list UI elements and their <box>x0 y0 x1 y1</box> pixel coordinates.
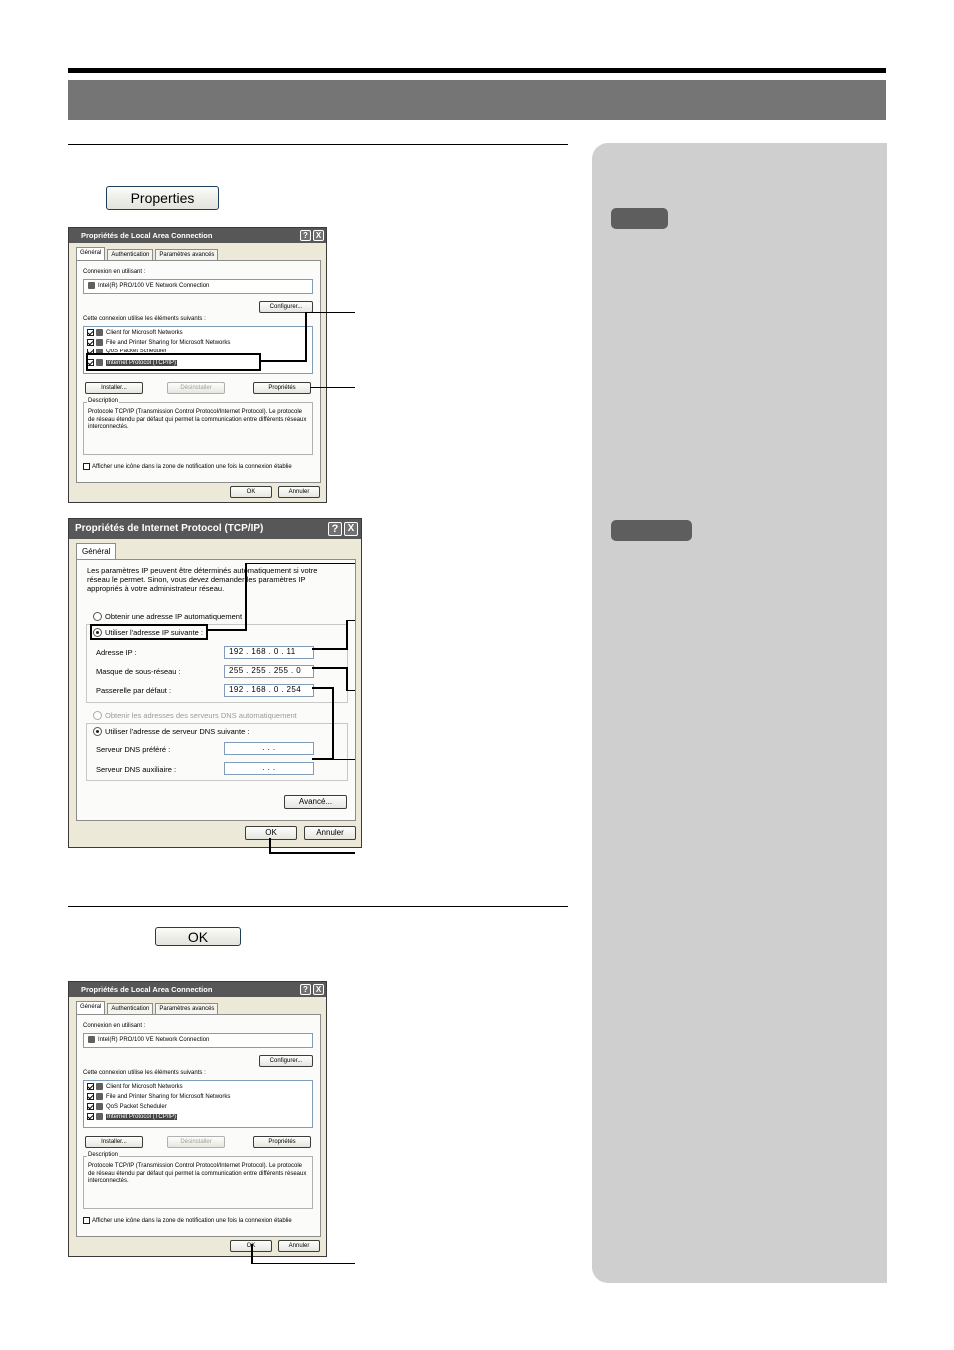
description-label: Description <box>88 398 119 404</box>
client-icon <box>96 1083 103 1090</box>
dialog-cancel-button[interactable]: Annuler <box>278 486 320 498</box>
checkbox-icon[interactable] <box>87 1103 94 1110</box>
close-icon[interactable]: X <box>313 230 324 241</box>
tab-authentication[interactable]: Authentication <box>107 249 153 260</box>
callout-line <box>312 620 348 650</box>
connect-using-label: Connexion en utilisant : <box>83 269 146 275</box>
dialog-cancel-button[interactable]: Annuler <box>304 826 356 840</box>
connect-using-label: Connexion en utilisant : <box>83 1023 146 1029</box>
list-item[interactable]: File and Printer Sharing for Microsoft Networks <box>87 1093 230 1100</box>
section-rule-1 <box>68 144 568 145</box>
caution-tag <box>611 520 692 541</box>
callout-line <box>245 563 355 564</box>
description-group <box>83 398 313 455</box>
uninstall-button: Désinstaller <box>167 1136 225 1148</box>
configure-button[interactable]: Configurer... <box>259 301 313 313</box>
checkbox-icon[interactable] <box>87 339 94 346</box>
callout-line <box>269 838 355 854</box>
description-text: Protocole TCP/IP (Transmission Control Protocol/Internet Protocol). Le protocole de réseau étendu par défaut qui permet la communication entre différents réseaux interconnectés. <box>88 1163 307 1184</box>
dialog-title: Propriétés de Local Area Connection <box>81 985 213 994</box>
advanced-button[interactable]: Avancé... <box>284 795 347 809</box>
list-item[interactable]: QoS Packet Scheduler <box>87 1103 167 1110</box>
dialog-cancel-button[interactable]: Annuler <box>278 1240 320 1252</box>
tab-advanced[interactable]: Paramètres avancés <box>155 1003 218 1014</box>
section-rule-2 <box>68 906 568 907</box>
checkbox-icon[interactable] <box>87 1113 94 1120</box>
list-item[interactable]: File and Printer Sharing for Microsoft Networks <box>87 339 230 346</box>
network-adapter-icon <box>88 282 95 289</box>
subnet-mask-field[interactable]: 255 . 255 . 255 . 0 <box>224 665 314 678</box>
show-icon-option[interactable]: Afficher une icône dans la zone de notification une fois la connexion établie <box>83 1217 292 1224</box>
callout-line <box>347 690 355 691</box>
section-header-bar <box>68 80 886 120</box>
callout-line <box>310 387 355 388</box>
general-panel <box>76 1014 321 1237</box>
highlight-box <box>86 353 261 371</box>
gateway-label: Passerelle par défaut : <box>96 686 172 695</box>
properties-button[interactable]: Properties <box>106 186 219 210</box>
close-icon[interactable]: X <box>313 984 324 995</box>
properties-small-button[interactable]: Propriétés <box>253 382 311 394</box>
intro-text: Les paramètres IP peuvent être déterminés automatiquement si votre réseau le permet. Sinon, vous devez demander les paramètres IP appropriés à votre administrateur réseau. <box>87 566 318 593</box>
printer-share-icon <box>96 1093 103 1100</box>
ok-button[interactable]: OK <box>155 927 241 946</box>
checkbox-icon[interactable] <box>87 329 94 336</box>
list-item-selected[interactable]: Internet Protocol (TCP/IP) <box>87 359 177 366</box>
dialog-title-bar <box>69 228 326 243</box>
help-icon[interactable]: ? <box>300 230 311 241</box>
radio-icon <box>93 711 102 720</box>
network-adapter-icon <box>88 1036 95 1043</box>
sidebar-notes-panel <box>592 143 887 1283</box>
ip-label: Adresse IP : <box>96 648 137 657</box>
ip-address-field[interactable]: 192 . 168 . 0 . 11 <box>224 646 314 659</box>
adapter-field: Intel(R) PRO/100 VE Network Connection <box>83 279 313 294</box>
note-tag <box>611 208 668 229</box>
list-item[interactable]: Client for Microsoft Networks <box>87 329 183 336</box>
protocol-icon <box>96 1113 103 1120</box>
list-item-selected[interactable]: Internet Protocol (TCP/IP) <box>87 1113 177 1120</box>
description-group <box>83 1152 313 1209</box>
manual-ip-option[interactable]: Utiliser l'adresse IP suivante : <box>93 628 203 637</box>
help-icon[interactable]: ? <box>328 522 342 536</box>
local-area-dialog-2 <box>68 981 327 1257</box>
callout-line <box>260 312 307 362</box>
tab-general[interactable]: Général <box>76 1001 105 1014</box>
uninstall-button: Désinstaller <box>167 382 225 394</box>
manual-dns-option[interactable]: Utiliser l'adresse de serveur DNS suivante : <box>93 727 249 736</box>
callout-line <box>207 563 247 631</box>
close-icon[interactable]: X <box>344 522 358 536</box>
dns-alternate-label: Serveur DNS auxiliaire : <box>96 765 177 774</box>
description-label: Description <box>88 1152 119 1158</box>
dialog-title: Propriétés de Internet Protocol (TCP/IP) <box>75 523 264 534</box>
dialog-ok-button[interactable]: OK <box>230 1240 272 1252</box>
tab-authentication[interactable]: Authentication <box>107 1003 153 1014</box>
description-text: Protocole TCP/IP (Transmission Control Protocol/Internet Protocol). Le protocole de réseau étendu par défaut qui permet la communication entre différents réseaux interconnectés. <box>88 409 307 430</box>
callout-line <box>305 312 355 313</box>
scheduler-icon <box>96 1103 103 1110</box>
callout-line <box>251 1244 355 1264</box>
properties-small-button[interactable]: Propriétés <box>253 1136 311 1148</box>
dns-preferred-field[interactable]: . . . <box>224 742 314 755</box>
general-panel <box>76 260 321 483</box>
items-label: Cette connexion utilise les éléments suivants : <box>83 1070 206 1076</box>
auto-dns-option: Obtenir les adresses des serveurs DNS automatiquement <box>93 711 297 720</box>
dialog-title: Propriétés de Local Area Connection <box>81 231 213 240</box>
dialog-title-bar <box>69 519 361 539</box>
list-item[interactable]: QoS Packet Scheduler <box>87 349 167 353</box>
callout-line <box>347 620 355 621</box>
checkbox-icon[interactable] <box>87 1093 94 1100</box>
checkbox-icon[interactable] <box>83 1217 90 1224</box>
items-label: Cette connexion utilise les éléments suivants : <box>83 316 206 322</box>
auto-ip-option[interactable]: Obtenir une adresse IP automatiquement <box>93 612 242 621</box>
tab-general[interactable]: Général <box>76 543 116 559</box>
dialog-ok-button[interactable]: OK <box>245 826 297 840</box>
checkbox-icon[interactable] <box>87 1083 94 1090</box>
components-list[interactable] <box>83 1080 313 1128</box>
show-icon-option[interactable]: Afficher une icône dans la zone de notification une fois la connexion établie <box>83 463 292 470</box>
list-item[interactable]: Client for Microsoft Networks <box>87 1083 183 1090</box>
tab-general[interactable]: Général <box>76 247 105 260</box>
install-button[interactable]: Installer... <box>85 382 143 394</box>
install-button[interactable]: Installer... <box>85 1136 143 1148</box>
callout-line <box>333 759 355 760</box>
mask-label: Masque de sous-réseau : <box>96 667 181 676</box>
gateway-field[interactable]: 192 . 168 . 0 . 254 <box>224 684 314 697</box>
tab-advanced[interactable]: Paramètres avancés <box>155 249 218 260</box>
configure-button[interactable]: Configurer... <box>259 1055 313 1067</box>
callout-line <box>312 687 334 760</box>
checkbox-icon[interactable] <box>83 463 90 470</box>
client-icon <box>96 329 103 336</box>
dialog-title-bar <box>69 982 326 997</box>
radio-icon[interactable] <box>93 727 102 736</box>
highlight-box <box>90 624 208 640</box>
radio-icon[interactable] <box>93 612 102 621</box>
dns-preferred-label: Serveur DNS préféré : <box>96 745 171 754</box>
adapter-field: Intel(R) PRO/100 VE Network Connection <box>83 1033 313 1048</box>
top-rule <box>68 68 886 73</box>
dialog-ok-button[interactable]: OK <box>230 486 272 498</box>
dns-alternate-field[interactable]: . . . <box>224 762 314 775</box>
printer-share-icon <box>96 339 103 346</box>
help-icon[interactable]: ? <box>300 984 311 995</box>
